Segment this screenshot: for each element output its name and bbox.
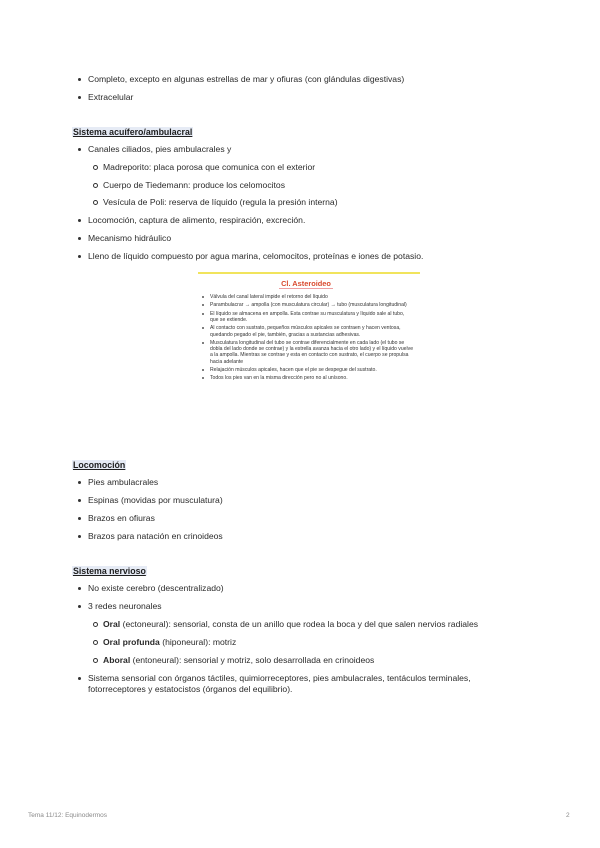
section-heading-locomocion: Locomoción [73, 460, 126, 470]
page-number: 2 [566, 812, 570, 819]
sub-list-item: Vesícula de Poli: reserva de líquido (regula la presión interna) [103, 197, 338, 207]
embedded-image-asteroideo [190, 270, 422, 426]
list-item: Brazos para natación en crinoideos [88, 531, 223, 541]
embedded-list [208, 294, 414, 384]
list-item: Canales ciliados, pies ambulacrales y [88, 144, 232, 154]
embedded-title: Cl. Asteroideo [281, 279, 331, 288]
sub-list-item: Madreporito: placa porosa que comunica con el exterior [103, 162, 316, 172]
embedded-list-item: Todos los pies van en la misma dirección pero no al unísono. [208, 375, 414, 381]
term-description: (ectoneural): sensorial, consta de un anillo que rodea la boca y del que salen nervios radiales [120, 619, 479, 629]
list-item: Lleno de líquido compuesto por agua marina, celomocitos, proteínas e iones de potasio. [88, 251, 424, 261]
sub-list-item [103, 637, 236, 648]
term-description: (entoneural): sensorial y motriz, solo desarrollada en crinoideos [130, 655, 375, 665]
embedded-list-item: Válvula del canal lateral impide el retorno del líquido [208, 294, 414, 300]
footer-title: Tema 11/12: Equinodermos [28, 812, 108, 819]
list-item: Extracelular [88, 92, 134, 102]
list-item: Completo, excepto en algunas estrellas de mar y ofiuras (con glándulas digestivas) [88, 74, 405, 84]
sub-list-item [103, 619, 478, 630]
list-item: No existe cerebro (descentralizado) [88, 583, 224, 593]
list-item: Espinas (movidas por musculatura) [88, 495, 223, 505]
list-item: 3 redes neuronales [88, 601, 162, 611]
list-item: Locomoción, captura de alimento, respiración, excreción. [88, 215, 306, 225]
embedded-list-item: Musculatura longitudinal del tubo se contrae diferencialmente en cada lado (el tubo se dobla del lado donde se contrae) y la estrella avanza hacia el otro lado) y el líquido vuelve a la ampolla. Mientras se contrae y esta en contacto con sustrato, el cuerpo se propulsa hacia adelante [210, 339, 414, 365]
embedded-list-item: Al contacto con sustrato, pequeños músculos apicales se contraen y hacen ventosa, quedando pegado el pie, también, gracias a sustancias adhesivas. [208, 325, 414, 337]
sub-list-item: Cuerpo de Tiedemann: produce los celomocitos [103, 180, 286, 190]
embedded-list-item: El líquido se almacena en ampolla. Esta contrae su musculatura y líquido sale al tubo, que se extiende. [208, 311, 414, 323]
sub-list-item [103, 655, 374, 666]
term-description: (hiponeural): motriz [159, 637, 237, 647]
term-bold: Oral profunda [103, 637, 160, 647]
embedded-list-item: Parambulacrar → ampolla (con musculatura circular) → tubo (musculatura longitudinal) [208, 302, 414, 308]
list-item: Mecanismo hidráulico [88, 233, 172, 243]
section-heading-acuifero: Sistema acuífero/ambulacral [73, 127, 193, 137]
section-heading-nervioso: Sistema nervioso [73, 566, 146, 576]
list-item: Brazos en ofiuras [88, 513, 155, 523]
term-bold: Aboral [103, 655, 131, 665]
embedded-list-item: Relajación músculos apicales, hacen que el pie se despegue del sustrato. [208, 367, 414, 373]
list-item: Pies ambulacrales [88, 477, 159, 487]
list-item: Sistema sensorial con órganos táctiles, quimiorreceptores, pies ambulacrales, tentáculos terminales, fotorreceptores y estatocistos (órganos del equilibrio). [88, 673, 508, 694]
highlight-line [198, 272, 420, 274]
term-bold: Oral [103, 619, 121, 629]
